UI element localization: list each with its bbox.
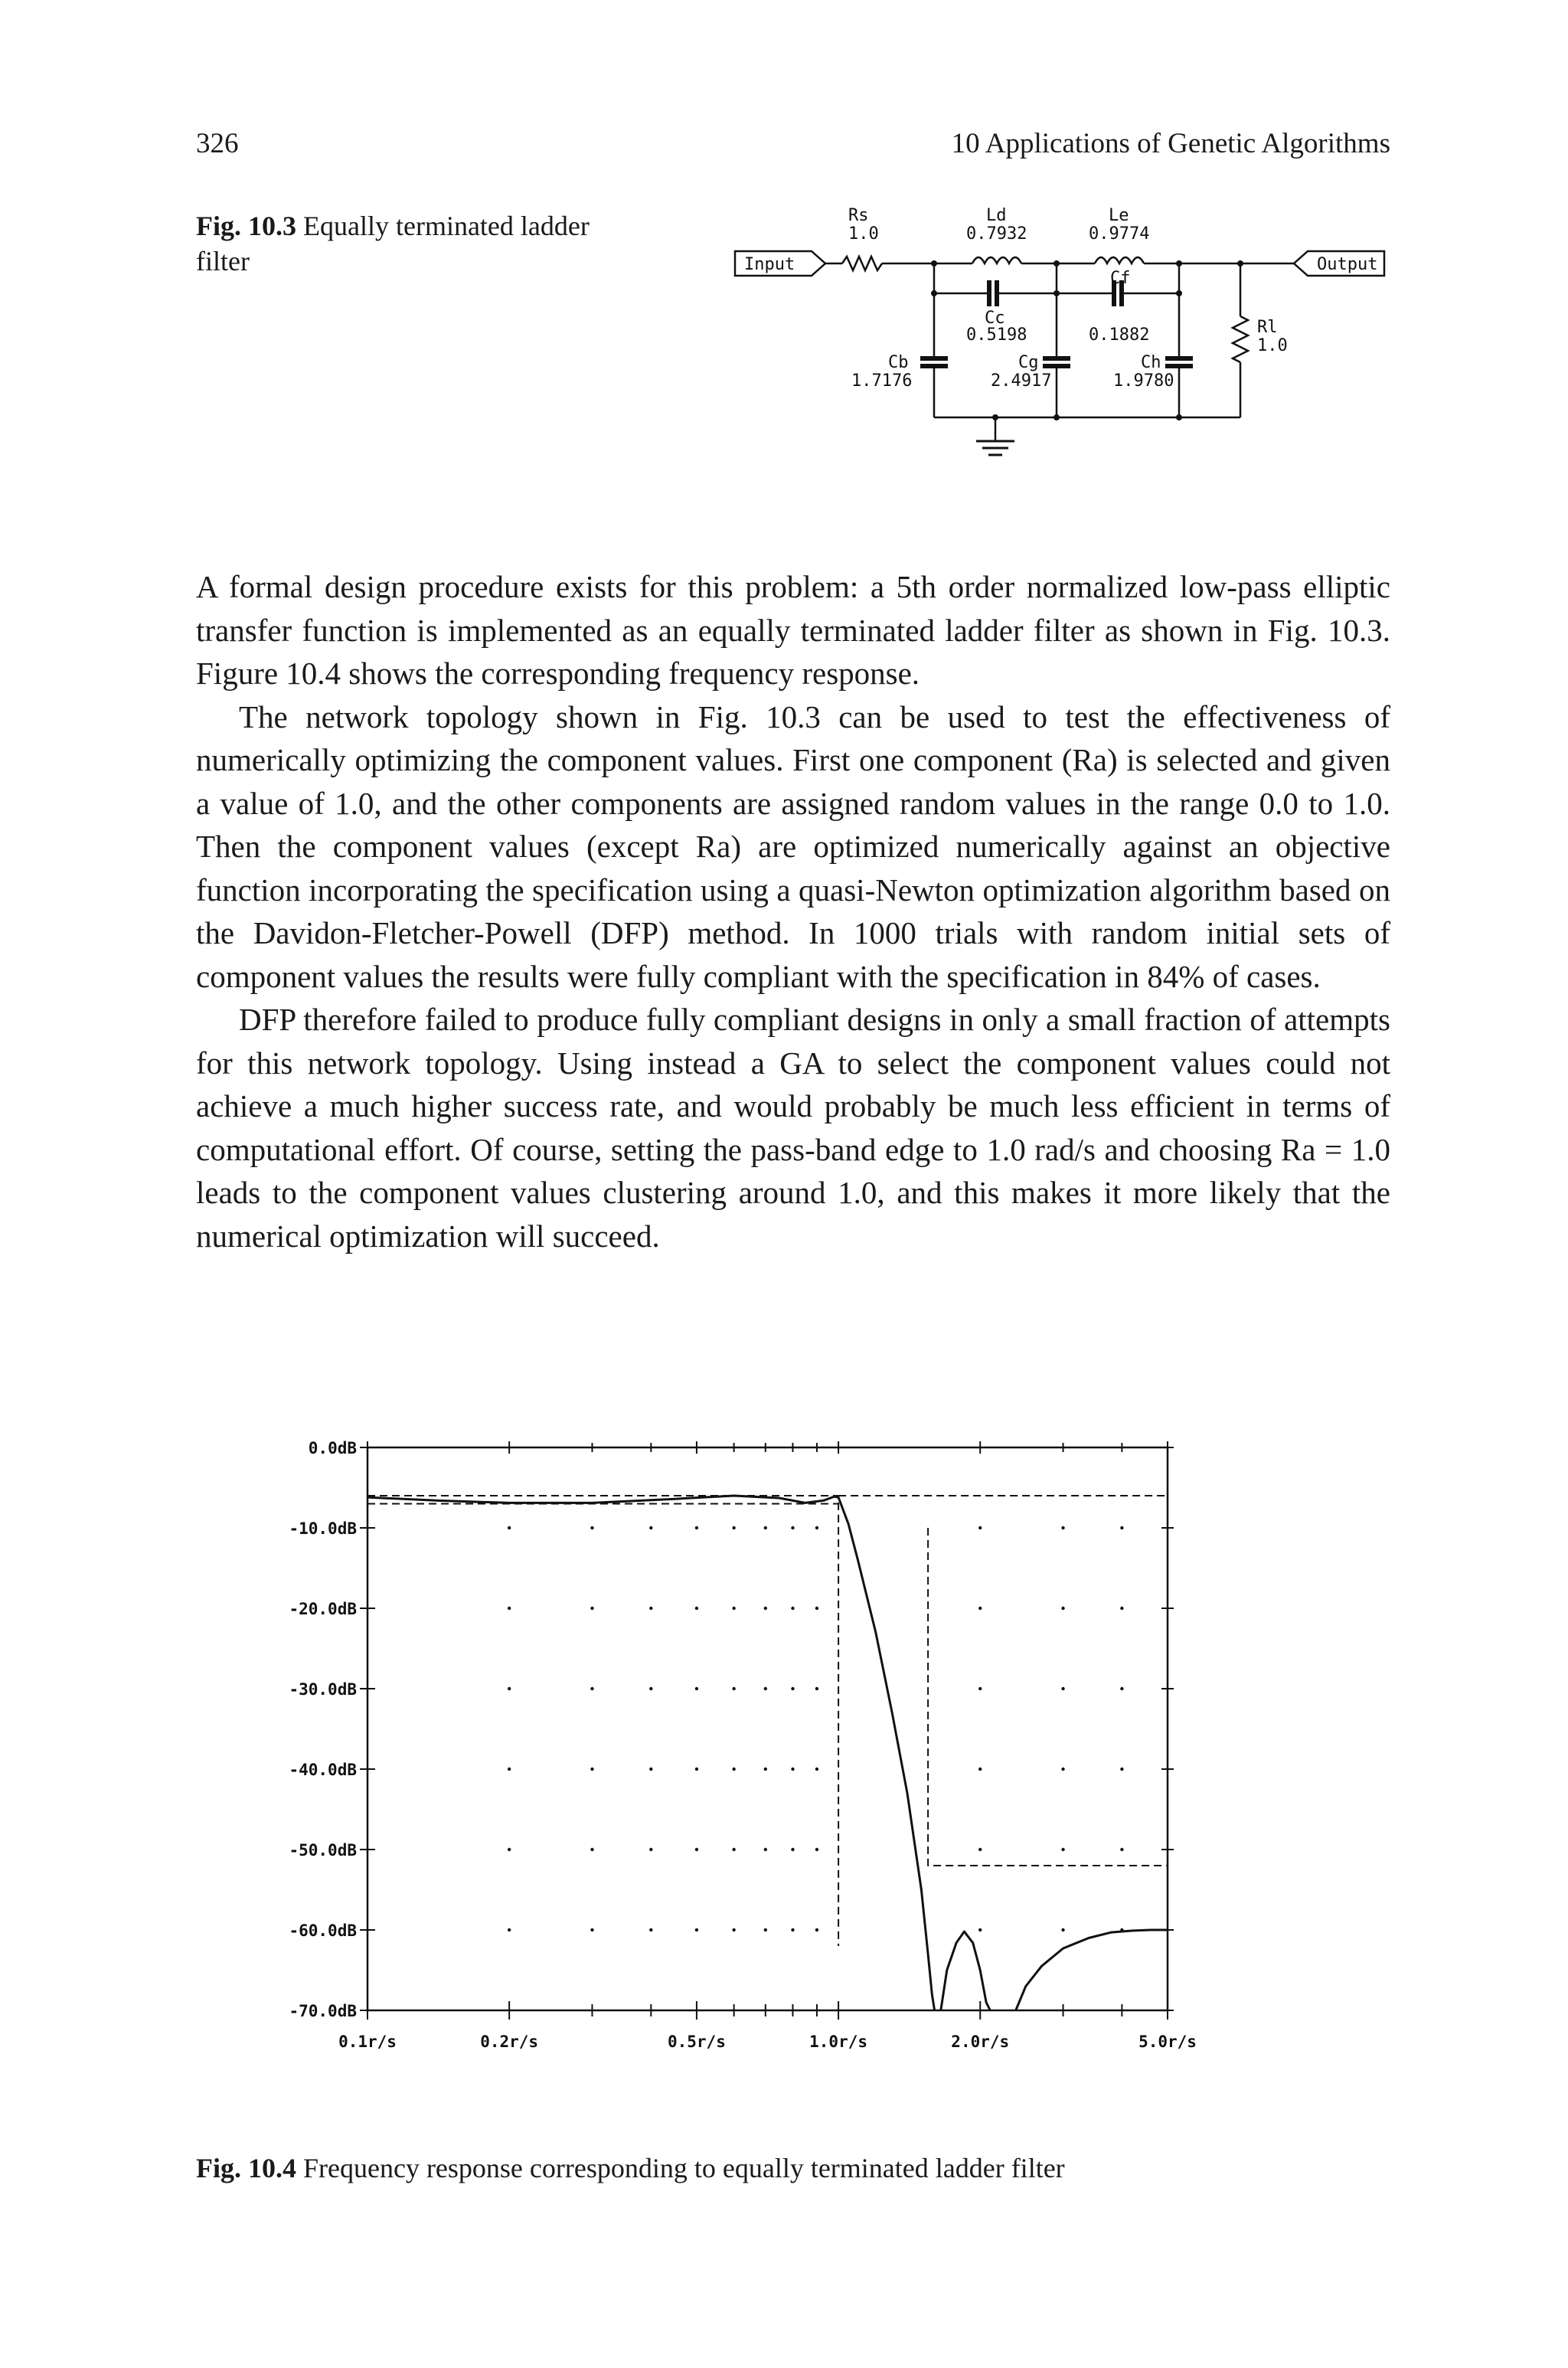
- grid-dot: [590, 1526, 593, 1529]
- grid-dot: [1061, 1848, 1064, 1851]
- grid-dot: [695, 1768, 698, 1771]
- grid-dot: [695, 1607, 698, 1610]
- grid-dot: [815, 1607, 818, 1610]
- y-tick-label: -40.0dB: [289, 1761, 357, 1779]
- grid-dot: [791, 1687, 794, 1690]
- cc-value: 0.5198: [966, 325, 1027, 345]
- grid-dot: [815, 1687, 818, 1690]
- grid-dot: [764, 1526, 767, 1529]
- response-curve: [368, 1496, 935, 2010]
- rs-name: Rs: [848, 206, 869, 225]
- figure-10-4-caption: [196, 2150, 1390, 2186]
- running-head: [196, 127, 1390, 165]
- cg-value: 2.4917: [991, 371, 1052, 391]
- grid-dot: [978, 1848, 982, 1851]
- grid-dot: [764, 1928, 767, 1931]
- grid-dot: [732, 1687, 735, 1690]
- paragraph: The network topology shown in Fig. 10.3 can be used to test the effectiveness of numerically optimizing the component values. First one component (Ra) is selected and given a value of 1.0, and the other components are assigned random values in the range 0.0 to 1.0. Then the component values (except Ra) are optimized numerically against an objective function incorporating the specification using a quasi-Newton optimization algorithm based on the Davidon-Fletcher-Powell (DFP) method. In 1000 trials with random initial sets of component values the results were fully compliant with the specification in 84% of cases.: [196, 698, 1390, 994]
- grid-dot: [791, 1526, 794, 1529]
- x-tick-label: 0.2r/s: [480, 2033, 539, 2051]
- grid-dot: [649, 1848, 652, 1851]
- x-tick-label: 5.0r/s: [1138, 2033, 1197, 2051]
- paragraph: A formal design procedure exists for this problem: a 5th order normalized low-pass elliptic transfer function is implemented as an equally terminated ladder filter as shown in Fig. 10.3. Figure 10.4 shows the corresponding frequency response.: [196, 569, 1390, 691]
- grid-dot: [1061, 1768, 1064, 1771]
- grid-dot: [791, 1607, 794, 1610]
- cb-name: Cb: [888, 353, 909, 372]
- y-tick-label: -30.0dB: [289, 1680, 357, 1699]
- grid-dot: [1120, 1607, 1123, 1610]
- cc-name: Cc: [985, 309, 1005, 328]
- grid-dot: [732, 1768, 735, 1771]
- cb-value: 1.7176: [851, 371, 913, 391]
- grid-dot: [508, 1526, 511, 1529]
- grid-dot: [649, 1928, 652, 1931]
- x-tick-label: 2.0r/s: [951, 2033, 1010, 2051]
- grid-dot: [764, 1687, 767, 1690]
- x-tick-label: 0.5r/s: [667, 2033, 726, 2051]
- grid-dot: [590, 1768, 593, 1771]
- grid-dot: [732, 1607, 735, 1610]
- y-tick-label: -70.0dB: [289, 2002, 357, 2020]
- grid-dot: [649, 1526, 652, 1529]
- figure-10-3-label: Fig. 10.3: [196, 211, 296, 241]
- ld-name: Ld: [986, 206, 1007, 225]
- spec-mask-line: [368, 1496, 838, 1946]
- grid-dot: [508, 1928, 511, 1931]
- frequency-response-chart: [245, 1371, 1332, 2106]
- chapter-title: 10 Applications of Genetic Algorithms: [951, 128, 1390, 159]
- output-label: Output: [1317, 255, 1378, 274]
- response-curve: [941, 1931, 991, 2010]
- inductor-ld: [972, 257, 1021, 263]
- grid-dot: [695, 1848, 698, 1851]
- grid-dot: [791, 1768, 794, 1771]
- grid-dot: [1061, 1928, 1064, 1931]
- grid-dot: [649, 1607, 652, 1610]
- grid-dot: [508, 1607, 511, 1610]
- ld-value: 0.7932: [966, 224, 1027, 244]
- grid-dot: [978, 1526, 982, 1529]
- ch-value: 1.9780: [1113, 371, 1174, 391]
- grid-dot: [508, 1687, 511, 1690]
- grid-dot: [649, 1768, 652, 1771]
- grid-dot: [764, 1607, 767, 1610]
- input-label: Input: [744, 255, 795, 274]
- inductor-le: [1095, 257, 1144, 263]
- spec-mask-line: [928, 1528, 1168, 1866]
- grid-dot: [791, 1928, 794, 1931]
- grid-dot: [1120, 1526, 1123, 1529]
- cg-name: Cg: [1018, 353, 1039, 372]
- grid-dot: [1061, 1526, 1064, 1529]
- grid-dot: [732, 1848, 735, 1851]
- le-name: Le: [1109, 206, 1129, 225]
- grid-dot: [590, 1687, 593, 1690]
- y-tick-label: -50.0dB: [289, 1841, 357, 1859]
- grid-dot: [815, 1848, 818, 1851]
- y-tick-label: 0.0dB: [308, 1439, 357, 1457]
- grid-dot: [978, 1607, 982, 1610]
- grid-dot: [1061, 1687, 1064, 1690]
- plot-frame: [368, 1447, 1168, 2010]
- plot-grid: [508, 1526, 1124, 1931]
- rl-name: Rl: [1257, 318, 1278, 337]
- x-tick-label: 0.1r/s: [338, 2033, 397, 2051]
- x-tick-label: 1.0r/s: [809, 2033, 868, 2051]
- body-text: [196, 565, 1390, 1258]
- le-value: 0.9774: [1089, 224, 1150, 244]
- grid-dot: [695, 1687, 698, 1690]
- grid-dot: [508, 1768, 511, 1771]
- page-number: 326: [196, 128, 239, 159]
- grid-dot: [815, 1526, 818, 1529]
- grid-dot: [978, 1687, 982, 1690]
- grid-dot: [978, 1768, 982, 1771]
- y-tick-label: -10.0dB: [289, 1519, 357, 1538]
- grid-dot: [1120, 1848, 1123, 1851]
- grid-dot: [649, 1687, 652, 1690]
- grid-dot: [508, 1848, 511, 1851]
- grid-dot: [815, 1768, 818, 1771]
- ch-name: Ch: [1141, 353, 1161, 372]
- grid-dot: [764, 1768, 767, 1771]
- cf-name: Cf: [1110, 269, 1131, 288]
- grid-dot: [815, 1928, 818, 1931]
- figure-10-4-label: Fig. 10.4: [196, 2153, 296, 2183]
- ladder-filter-schematic: [727, 198, 1401, 481]
- cf-value: 0.1882: [1089, 325, 1150, 345]
- grid-dot: [978, 1928, 982, 1931]
- rl-value: 1.0: [1257, 336, 1288, 355]
- plot-series: [368, 1496, 1168, 2010]
- resistor-rs: [842, 257, 882, 270]
- figure-10-3-caption-text: Equally terminated ladder filter: [196, 211, 590, 276]
- rs-value: 1.0: [848, 224, 879, 244]
- grid-dot: [791, 1848, 794, 1851]
- plot-border: [368, 1447, 1168, 2010]
- grid-dot: [590, 1848, 593, 1851]
- grid-dot: [732, 1526, 735, 1529]
- grid-dot: [695, 1928, 698, 1931]
- grid-dot: [732, 1928, 735, 1931]
- grid-dot: [590, 1928, 593, 1931]
- response-curve: [1016, 1930, 1168, 2010]
- grid-dot: [695, 1526, 698, 1529]
- grid-dot: [1061, 1607, 1064, 1610]
- paragraph: DFP therefore failed to produce fully compliant designs in only a small fraction of attempts for this network topology. Using instead a GA to select the component values could not achieve a much higher success rate, and would probably be much less efficient in terms of computational effort. Of course, setting the pass-band edge to 1.0 rad/s and choosing Ra = 1.0 leads to the component values clustering around 1.0, and this makes it more likely that the numerical optimization will succeed.: [196, 1002, 1390, 1254]
- resistor-rl: [1233, 316, 1248, 362]
- y-tick-label: -60.0dB: [289, 1922, 357, 1940]
- figure-10-3-caption: [196, 208, 594, 279]
- grid-dot: [590, 1607, 593, 1610]
- y-tick-label: -20.0dB: [289, 1600, 357, 1618]
- grid-dot: [1120, 1768, 1123, 1771]
- grid-dot: [1120, 1687, 1123, 1690]
- tick-labels: [289, 1439, 1196, 2051]
- grid-dot: [764, 1848, 767, 1851]
- figure-10-4-caption-text: Frequency response corresponding to equally terminated ladder filter: [303, 2153, 1065, 2183]
